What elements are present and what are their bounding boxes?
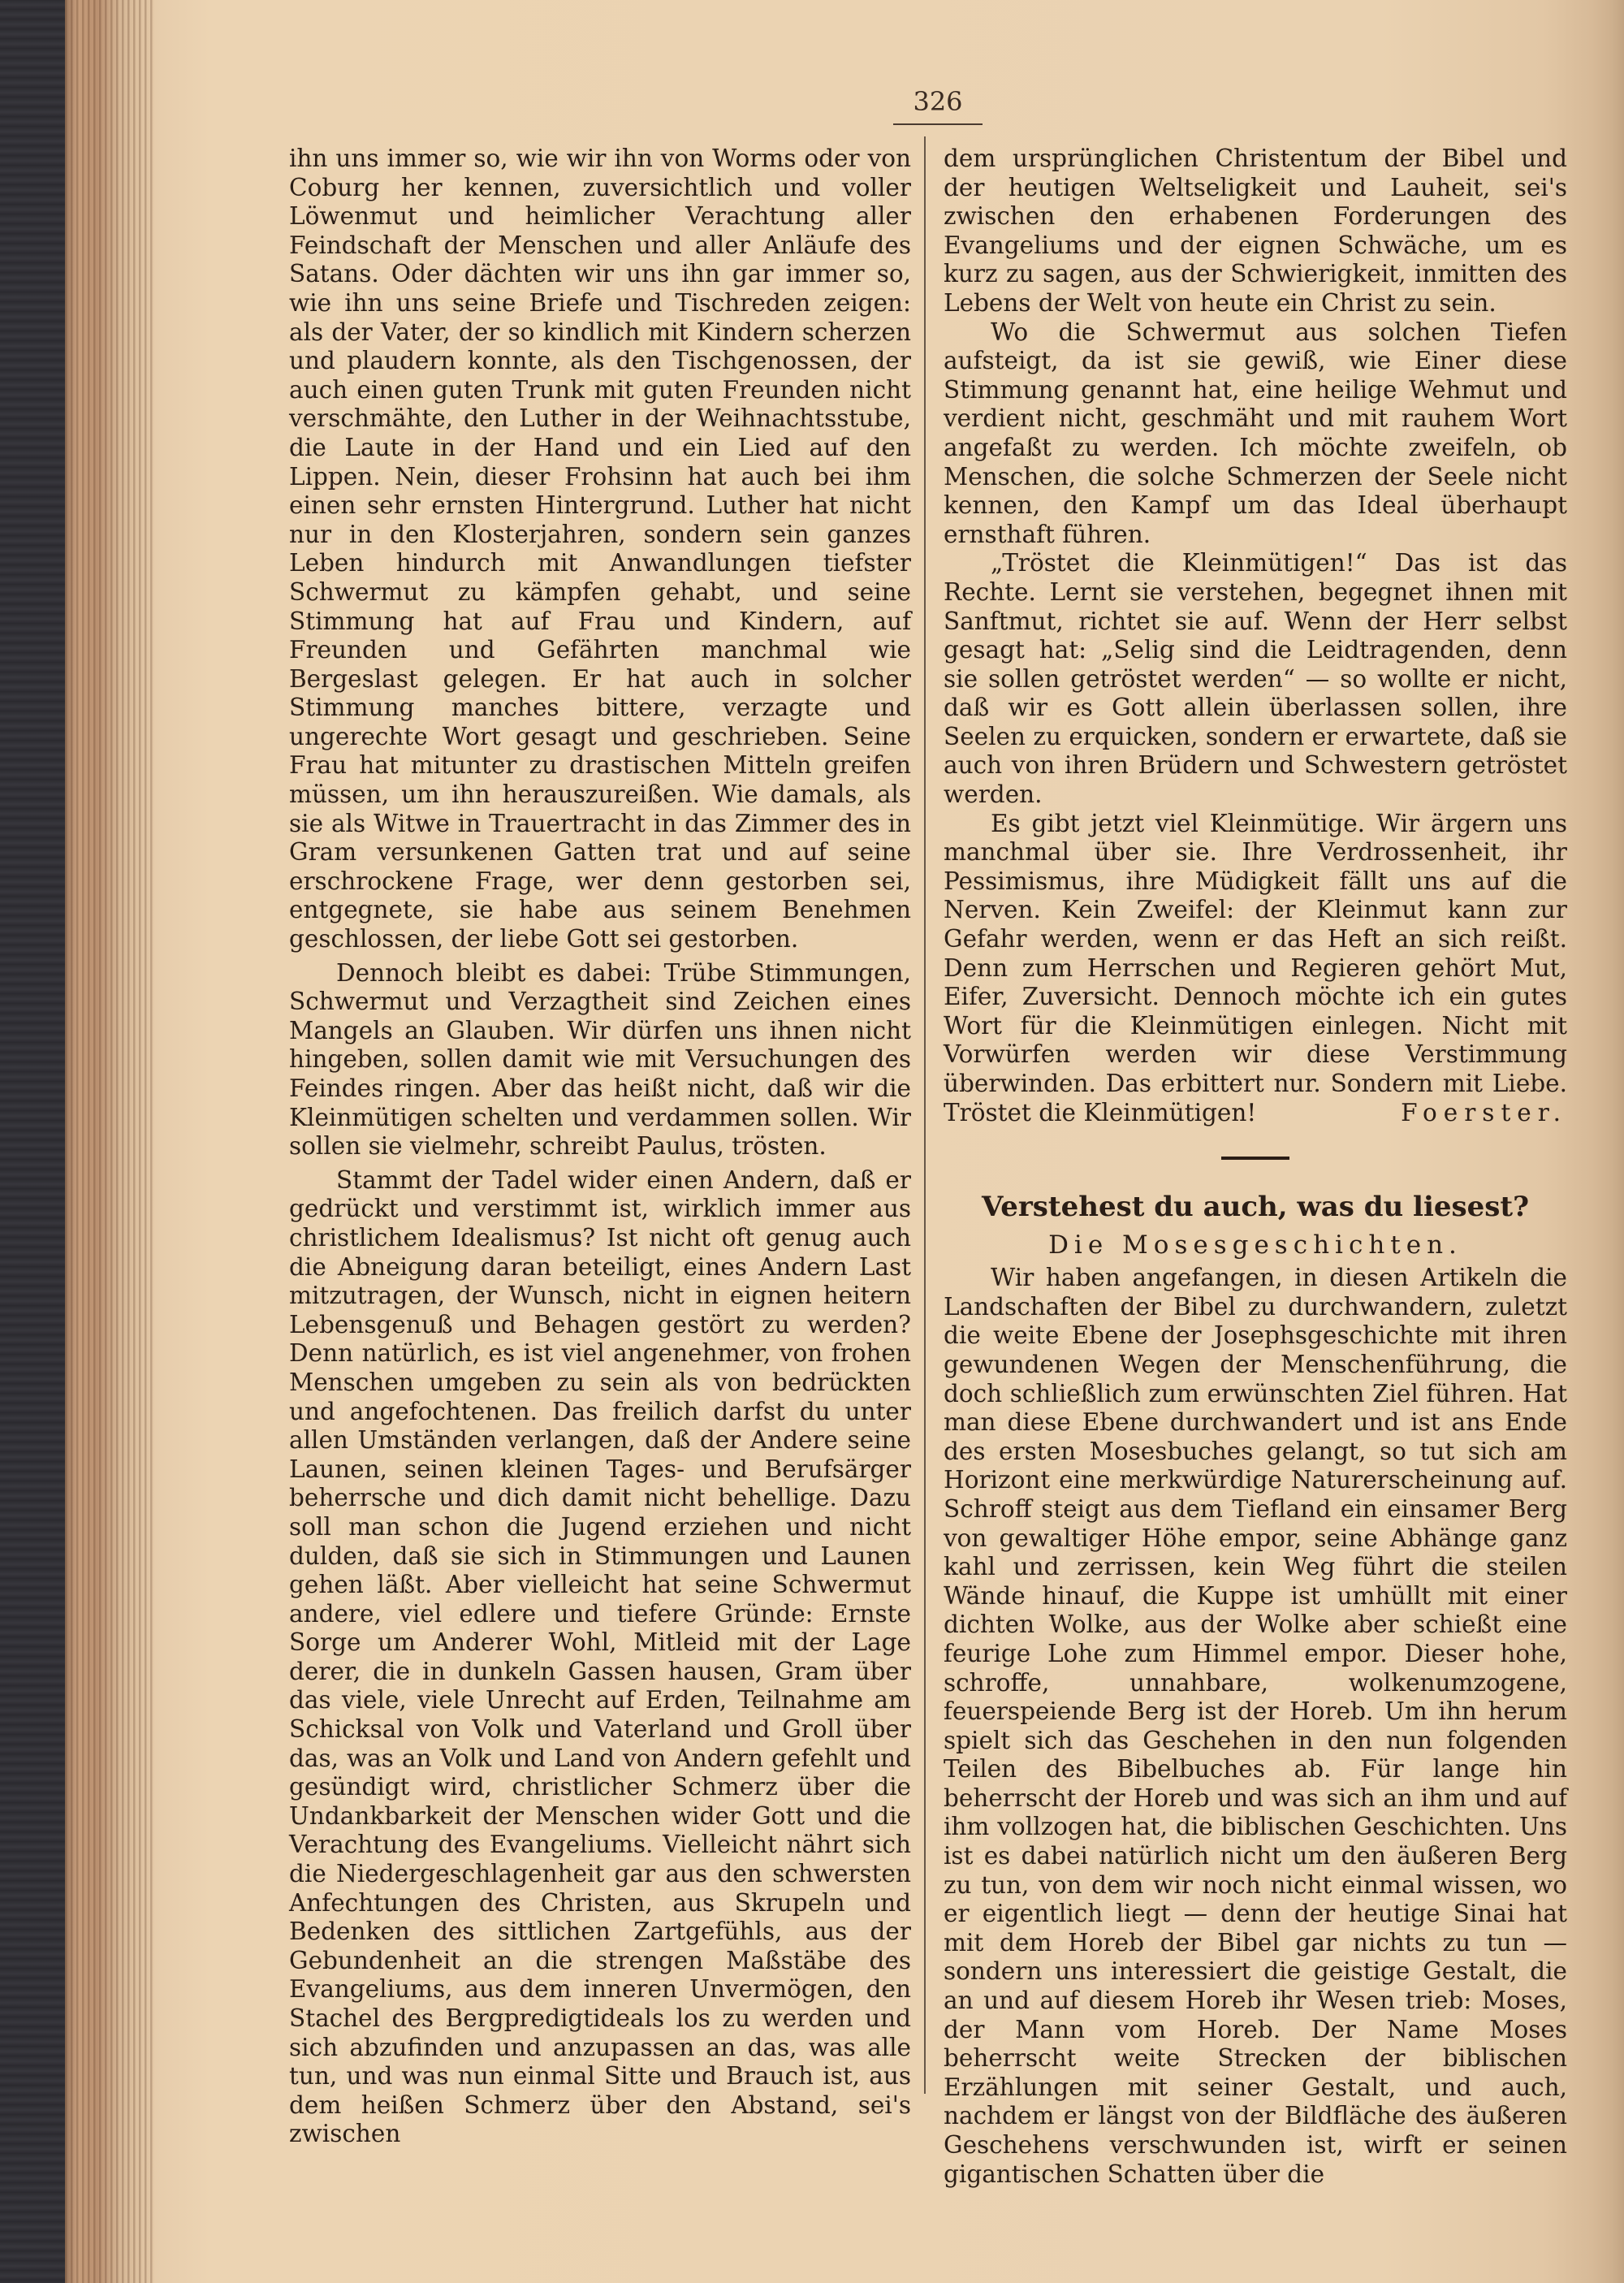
page-number-rule	[893, 123, 983, 125]
left-paragraph-1: ihn uns immer so, wie wir ihn von Worms oder von Coburg her kennen, zuversichtlich und voller Löwenmut und heimlicher Verachtung aller Feindschaft der Menschen und aller Anläufe des Satans. Oder dächten wir uns ihn gar immer so, wie ihn uns seine Briefe und Tischreden zeigen: als der Vater, der so kindlich mit Kindern scherzen und plaudern konnte, als den Tischgenossen, der auch einen guten Trunk mit guten Freunden nicht verschmähte, den Luther in der Weihnachtsstube, die Laute in der Hand und ein Lied auf den Lippen. Nein, dieser Frohsinn hat auch bei ihm einen sehr ernsten Hintergrund. Luther hat nicht nur in den Klosterjahren, sondern sein ganzes Leben hindurch mit Anwandlungen tiefster Schwermut zu kämpfen gehabt, und seine Stimmung hat auf Frau und Kindern, auf Freunden und Gefährten manchmal wie Bergeslast gelegen. Er hat auch in solcher Stimmung manches bittere, verzagte und ungerechte Wort gesagt und geschrieben. Seine Frau hat mitunter zu drastischen Mitteln greifen müssen, um ihn herauszureißen. Wie damals, als sie als Witwe in Trauertracht in das Zimmer des in Gram versunkenen Gatten trat und auf seine erschrockene Frage, wer denn gestorben sei, entgegnete, sie habe aus seinem Benehmen geschlossen, der liebe Gott sei gestorben.	[289, 145, 911, 953]
right-paragraph-2: Wo die Schwermut aus solchen Tiefen aufsteigt, da ist sie gewiß, wie Einer diese Stimmung genannt hat, eine heilige Wehmut und verdient nicht, geschmäht und mit rauhem Wort angefaßt zu werden. Ich möchte zweifeln, ob Menschen, die solche Schmerzen der Seele nicht kennen, den Kampf um das Ideal überhaupt ernsthaft führen.	[944, 318, 1567, 548]
left-paragraph-2: Dennoch bleibt es dabei: Trübe Stimmungen, Schwermut und Verzagtheit sind Zeichen eines Mangels an Glauben. Wir dürfen uns ihnen nicht hingeben, sollen damit wie mit Versuchungen des Feindes ringen. Aber das heißt nicht, daß wir die Kleinmütigen schelten und verdammen sollen. Wir sollen sie vielmehr, schreibt Paulus, trösten.	[289, 958, 911, 1161]
author-signature: Foerster.	[1401, 1098, 1567, 1126]
article-subheading: Die Mosesgeschichten.	[1048, 1230, 1462, 1260]
right-paragraph-4	[944, 810, 1567, 1128]
left-column	[289, 145, 911, 2149]
right-paragraph-1: dem ursprünglichen Christentum der Bibel und der heutigen Weltseligkeit und Lauheit, sei's zwischen den erhabenen Forderungen des Evangeliums und der eignen Schwäche, um es kurz zu sagen, aus der Schwierigkeit, inmitten des Lebens der Welt von heute ein Christ zu sein.	[944, 145, 1567, 317]
page-number: 326	[913, 86, 963, 117]
left-paragraph-3: Stammt der Tadel wider einen Andern, daß er gedrückt und verstimmt ist, wirklich immer aus christlichem Idealismus? Ist nicht oft genug auch die Abneigung daran beteiligt, eines Andern Last mitzutragen, der Wunsch, nicht in eignen heitern Lebensgenuß und Behagen gestört zu werden? Denn natürlich, es ist viel angenehmer, von frohen Menschen umgeben zu sein als von bedrückten und angefochtenen. Das freilich darfst du unter allen Umständen verlangen, daß der Andere seine Launen, seinen kleinen Tages- und Berufsärger beherrsche und dich damit nicht behellige. Dazu soll man schon die Jugend erziehen und nicht dulden, daß sie sich in Stimmungen und Launen gehen läßt. Aber vielleicht hat seine Schwermut andere, viel edlere und tiefere Gründe: Ernste Sorge um Anderer Wohl, Mitleid mit der Lage derer, die in dunkeln Gassen hausen, Gram über das viele, viele Unrecht auf Erden, Teilnahme am Schicksal von Volk und Vaterland und Groll über das, was an Volk und Land von Andern gefehlt und gesündigt wird, christlicher Schmerz über die Undankbarkeit der Menschen wider Gott und die Verachtung des Evangeliums. Vielleicht nährt sich die Niedergeschlagenheit gar aus den schwersten Anfechtungen des Christen, aus Skrupeln und Bedenken des sittlichen Zartgefühls, aus der Gebundenheit an die strengen Maßstäbe des Evangeliums, aus dem inneren Unvermögen, den Stachel des Bergpredigtideals los zu werden und sich abzufinden und anzupassen an das, was alle tun, und was nun einmal Sitte und Brauch ist, aus dem heißen Schmerz über den Abstand, sei's zwischen	[289, 1165, 911, 2148]
page-edge-stack	[65, 0, 154, 2283]
column-divider	[924, 136, 926, 2094]
book-spine-background	[0, 0, 65, 2283]
right-paragraph-4-text: Es gibt jetzt viel Kleinmütige. Wir ärgern uns manchmal über sie. Ihre Verdrossenheit, ihr Pessimismus, ihre Müdigkeit fällt uns auf die Nerven. Kein Zweifel: der Kleinmut kann zur Gefahr werden, wenn er das Heft an sich reißt. Denn zum Herrschen und Regieren gehört Mut, Eifer, Zuversicht. Dennoch möchte ich ein gutes Wort für die Kleinmütigen einlegen. Nicht mit Vorwürfen werden wir diese Verstimmung überwinden. Das erbittert nur. Sondern mit Liebe. Tröstet die Kleinmütigen!	[944, 809, 1567, 1126]
section-divider	[1221, 1157, 1289, 1160]
article-heading: Verstehest du auch, was du liesest?	[981, 1191, 1530, 1224]
right-paragraph-3: „Tröstet die Kleinmütigen!“ Das ist das Rechte. Lernt sie verstehen, begegnet ihnen mit Sanftmut, richtet sie auf. Wenn der Herr selbst gesagt hat: „Selig sind die Leidtragenden, denn sie sollen getröstet werden“ — so wollte er nicht, daß wir es Gott allein überlassen sollen, ihre Seelen zu erquicken, sondern er erwartete, daß sie auch von ihren Brüdern und Schwestern getröstet werden.	[944, 549, 1567, 809]
right-column	[944, 145, 1567, 2189]
article-paragraph-1: Wir haben angefangen, in diesen Artikeln die Landschaften der Bibel zu durchwandern, zuletzt die weite Ebene der Josephsgeschichte mit ihren gewundenen Wegen der Menschenführung, die doch schließlich zum erwünschten Ziel führen. Hat man diese Ebene durchwandert und ist ans Ende des ersten Mosesbuches gelangt, so tut sich am Horizont eine merkwürdige Naturerscheinung auf. Schroff steigt aus dem Tiefland ein einsamer Berg von gewaltiger Höhe empor, seine Abhänge ganz kahl und zerrissen, kein Weg führt die steilen Wände hinauf, die Kuppe ist umhüllt mit einer dichten Wolke, aus der Wolke aber schießt eine feurige Lohe zum Himmel empor. Dieser hohe, schroffe, unnahbare, wolkenumzogene, feuerspeiende Berg ist der Horeb. Um ihn herum spielt sich das Geschehen in den nun folgenden Teilen des Bibelbuches ab. Für lange hin beherrscht der Horeb und was sich an ihm und auf ihm vollzogen hat, die biblischen Geschichten. Uns ist es dabei natürlich nicht um den äußeren Berg zu tun, von dem wir noch nicht einmal wissen, wo er eigentlich liegt — denn der heutige Sinai hat mit dem Horeb der Bibel gar nichts zu tun — sondern uns interessiert die geistige Gestalt, die an und auf diesem Horeb ihr Wesen trieb: Moses, der Mann vom Horeb. Der Name Moses beherrscht weite Strecken der biblischen Erzählungen mit seiner Gestalt, und auch, nachdem er längst von der Bildfläche des äußeren Geschehens verschwunden ist, wirft er seinen gigantischen Schatten über die	[944, 1264, 1567, 2188]
